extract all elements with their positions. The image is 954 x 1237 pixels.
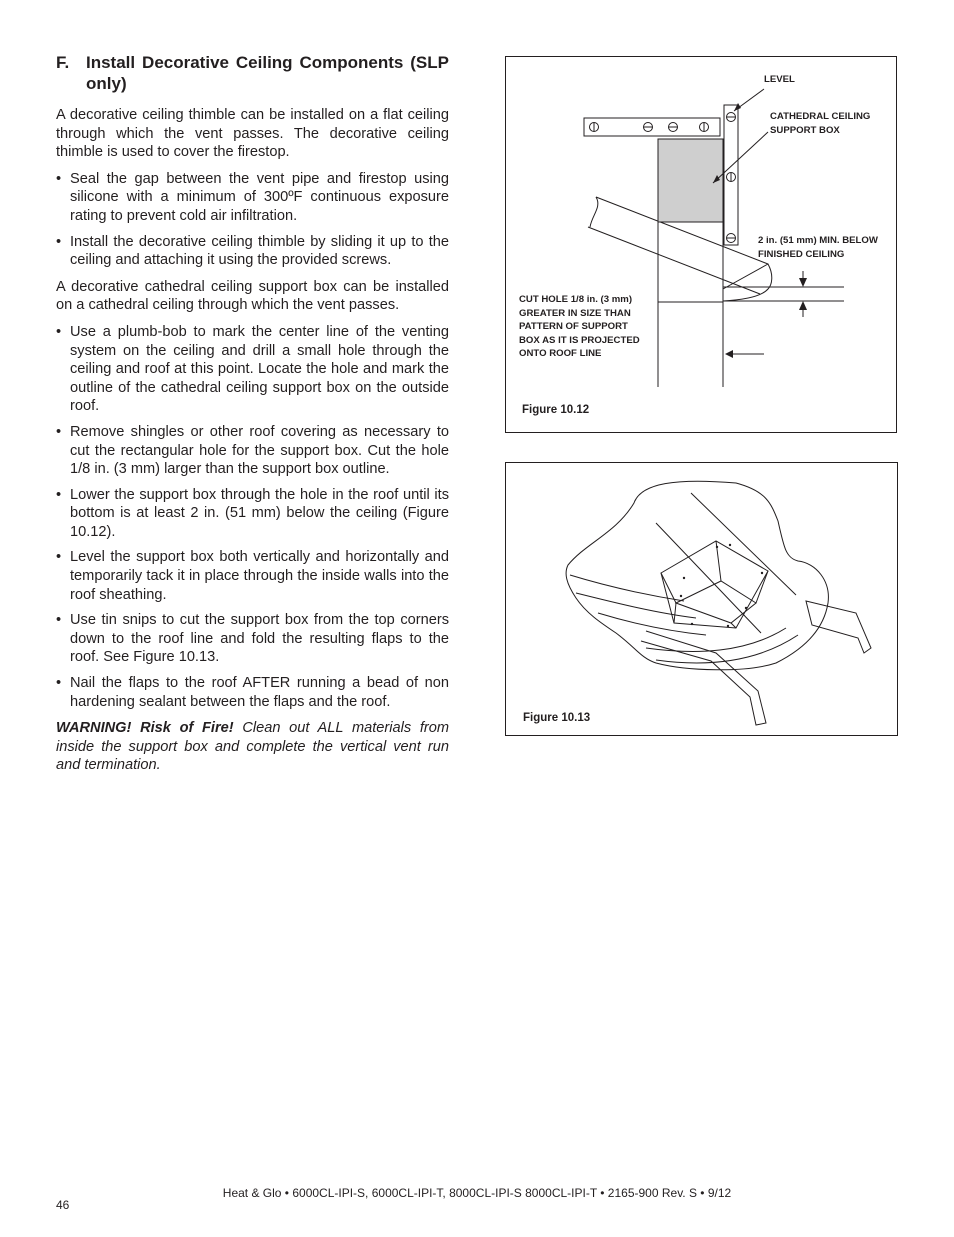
label-line: BOX AS IT IS PROJECTED [519,334,640,346]
list-item: • Install the decorative ceiling thimble by sliding it up to the ceiling and attaching it using the provided screws. [56,233,449,269]
page-footer: Heat & Glo • 6000CL-IPI-S, 6000CL-IPI-T, 8000CL-IPI-S 8000CL-IPI-T • 2165-900 Rev. S • 9/12 [222,1186,732,1200]
list-item-text: Level the support box both vertically and horizontally and temporarily tack it in place through the inside walls into the roof sheathing. [70,549,449,603]
list-item: • Lower the support box through the hole in the roof until its bottom is at least 2 in. (51 mm) below the ceiling (Figure 10.12). [56,486,449,540]
intro-paragraph-support-box: A decorative cathedral ceiling support box can be installed on a cathedral ceiling through which the vent passes. [56,278,449,314]
label-line: ONTO ROOF LINE [519,348,602,359]
label-support-box [770,110,870,137]
intro-paragraph-thimble: A decorative ceiling thimble can be installed on a flat ceiling through which the vent passes. The decorative ceiling thimble is used to cover the firestop. [56,107,449,161]
list-item-text: Seal the gap between the vent pipe and firestop using silicone with a minimum of 300ºF continuous exposure rating to prevent cold air infiltration. [70,170,449,224]
list-item: • Level the support box both vertically and horizontally and temporarily tack it in place through the inside walls into the roof sheathing. [56,549,449,603]
support-box-steps [56,323,449,711]
list-item: • Remove shingles or other roof covering as necessary to cut the rectangular hole for the support box. Cut the hole 1/8 in. (3 mm) larger than the support box outline. [56,423,449,478]
figure-10-13 [505,462,898,736]
label-min-below-ceiling [758,234,878,261]
list-item: • Seal the gap between the vent pipe and firestop using silicone with a minimum of 300ºF continuous exposure rating to prevent cold air infiltration. [56,170,449,224]
label-line: CUT HOLE 1/8 in. (3 mm) [519,294,633,305]
label-cut-hole [519,293,640,361]
label-line: SUPPORT BOX [770,124,840,136]
text-column [56,52,449,775]
thimble-steps [56,170,449,270]
figure-10-12 [505,56,897,433]
label-line: FINISHED CEILING [758,248,845,260]
list-item-text: Install the decorative ceiling thimble by sliding it up to the ceiling and attaching it using the provided screws. [70,233,449,269]
list-item-text: Use a plumb-bob to mark the center line of the venting system on the ceiling and drill a small hole through the ceiling and roof at this point. Locate the hole and mark the outline of the cathedral ceiling support box on the outside roof. [70,323,449,415]
label-line: PATTERN OF SUPPORT [519,321,628,332]
list-item: • Nail the flaps to the roof AFTER running a bead of non hardening sealant between the flaps and the roof. [56,675,449,710]
warning-label: WARNING! Risk of Fire! [56,720,234,737]
section-title: Install Decorative Ceiling Components (SLP only) [86,53,449,93]
label-level: LEVEL [764,74,795,85]
support-box-flaps-drawing [506,463,899,737]
list-item-text: Use tin snips to cut the support box from the top corners down to the roof line and fold the resulting flaps to the roof. See Figure 10.13. [70,612,449,666]
section-letter: F. [56,53,70,72]
list-item-text: Lower the support box through the hole in the roof until its bottom is at least 2 in. (51 mm) below the ceiling (Figure 10.12). [70,486,449,540]
page-number: 46 [56,1198,70,1212]
label-line: 2 in. (51 mm) MIN. BELOW [758,235,878,246]
figure-caption: Figure 10.12 [522,404,590,416]
figure-caption: Figure 10.13 [523,712,591,724]
list-item-text: Remove shingles or other roof covering as necessary to cut the rectangular hole for the support box. Cut the hole 1/8 in. (3 mm) larger than the support box outline. [70,423,449,478]
list-item: • Use tin snips to cut the support box from the top corners down to the roof line and fold the resulting flaps to the roof. See Figure 10.13. [56,612,449,666]
list-item: • Use a plumb-bob to mark the center line of the venting system on the ceiling and drill a small hole through the ceiling and roof at this point. Locate the hole and mark the outline of the cathedral ceiling support box on the outside roof. [56,323,449,415]
label-line: CATHEDRAL CEILING [770,111,871,122]
fire-warning [56,719,449,775]
section-heading [56,52,449,94]
warning-text: Clean out ALL materials from inside the support box and complete the vertical vent run and termination. [56,720,450,774]
label-line: GREATER IN SIZE THAN [519,307,631,319]
list-item-text: Nail the flaps to the roof AFTER running a bead of non hardening sealant between the flaps and the roof. [70,675,449,710]
